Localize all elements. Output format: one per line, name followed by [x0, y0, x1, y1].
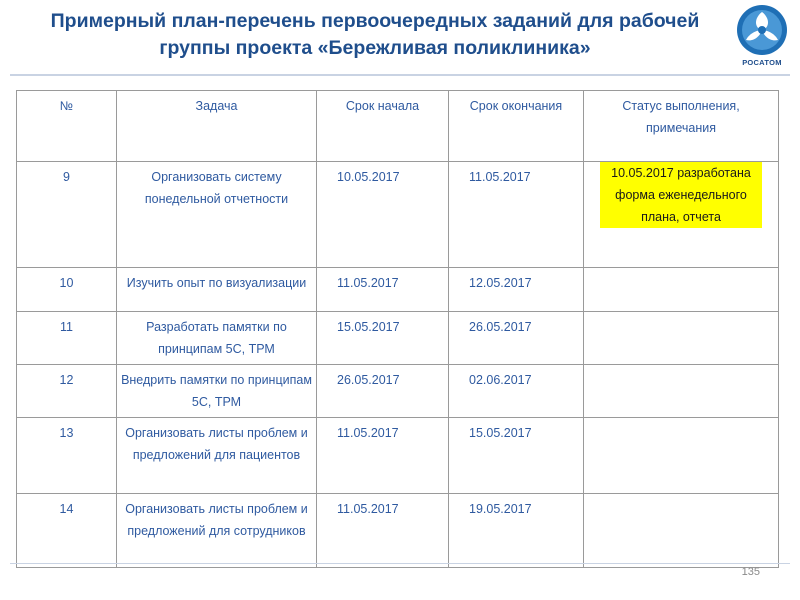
header-status: Статус выполнения, примечания [584, 91, 779, 162]
footer-divider [10, 563, 790, 564]
cell-num: 10 [17, 268, 117, 312]
table-header-row [17, 91, 779, 162]
cell-start: 11.05.2017 [317, 418, 449, 494]
header-task: Задача [117, 91, 317, 162]
cell-end: 11.05.2017 [449, 162, 584, 268]
cell-end: 12.05.2017 [449, 268, 584, 312]
cell-num: 11 [17, 312, 117, 365]
table-row [17, 418, 779, 494]
cell-status [584, 494, 779, 568]
cell-status [584, 162, 779, 268]
cell-status [584, 418, 779, 494]
header-start: Срок начала [317, 91, 449, 162]
cell-end: 19.05.2017 [449, 494, 584, 568]
table-row [17, 162, 779, 268]
page-number: 135 [741, 566, 760, 578]
page-title: Примерный план-перечень первоочередных заданий для рабочей группы проекта «Бережливая поликлиника» [50, 10, 700, 59]
cell-start: 11.05.2017 [317, 494, 449, 568]
cell-num: 13 [17, 418, 117, 494]
cell-task: Изучить опыт по визуализации [117, 268, 317, 312]
cell-num: 9 [17, 162, 117, 268]
table-row [17, 312, 779, 365]
header-end: Срок окончания [449, 91, 584, 162]
cell-status [584, 365, 779, 418]
rosatom-logo-icon [734, 2, 790, 58]
status-highlight: 10.05.2017 разработана форма еженедельного плана, отчета [600, 162, 762, 228]
cell-task: Организовать листы проблем и предложений для пациентов [117, 418, 317, 494]
rosatom-logo [734, 2, 790, 70]
cell-start: 11.05.2017 [317, 268, 449, 312]
cell-num: 12 [17, 365, 117, 418]
cell-start: 26.05.2017 [317, 365, 449, 418]
cell-end: 02.06.2017 [449, 365, 584, 418]
tasks-table [16, 90, 779, 568]
cell-task: Внедрить памятки по принципам 5С, ТРМ [117, 365, 317, 418]
cell-end: 15.05.2017 [449, 418, 584, 494]
cell-task: Разработать памятки по принципам 5С, ТРМ [117, 312, 317, 365]
table-row [17, 365, 779, 418]
header-num: № [17, 91, 117, 162]
table-row [17, 494, 779, 568]
table-row [17, 268, 779, 312]
cell-start: 10.05.2017 [317, 162, 449, 268]
header-divider [10, 74, 790, 76]
cell-status [584, 312, 779, 365]
cell-end: 26.05.2017 [449, 312, 584, 365]
cell-status [584, 268, 779, 312]
cell-num: 14 [17, 494, 117, 568]
cell-start: 15.05.2017 [317, 312, 449, 365]
cell-task: Организовать листы проблем и предложений для сотрудников [117, 494, 317, 568]
cell-task: Организовать систему понедельной отчетности [117, 162, 317, 268]
logo-text: РОСАТОМ [742, 58, 782, 67]
